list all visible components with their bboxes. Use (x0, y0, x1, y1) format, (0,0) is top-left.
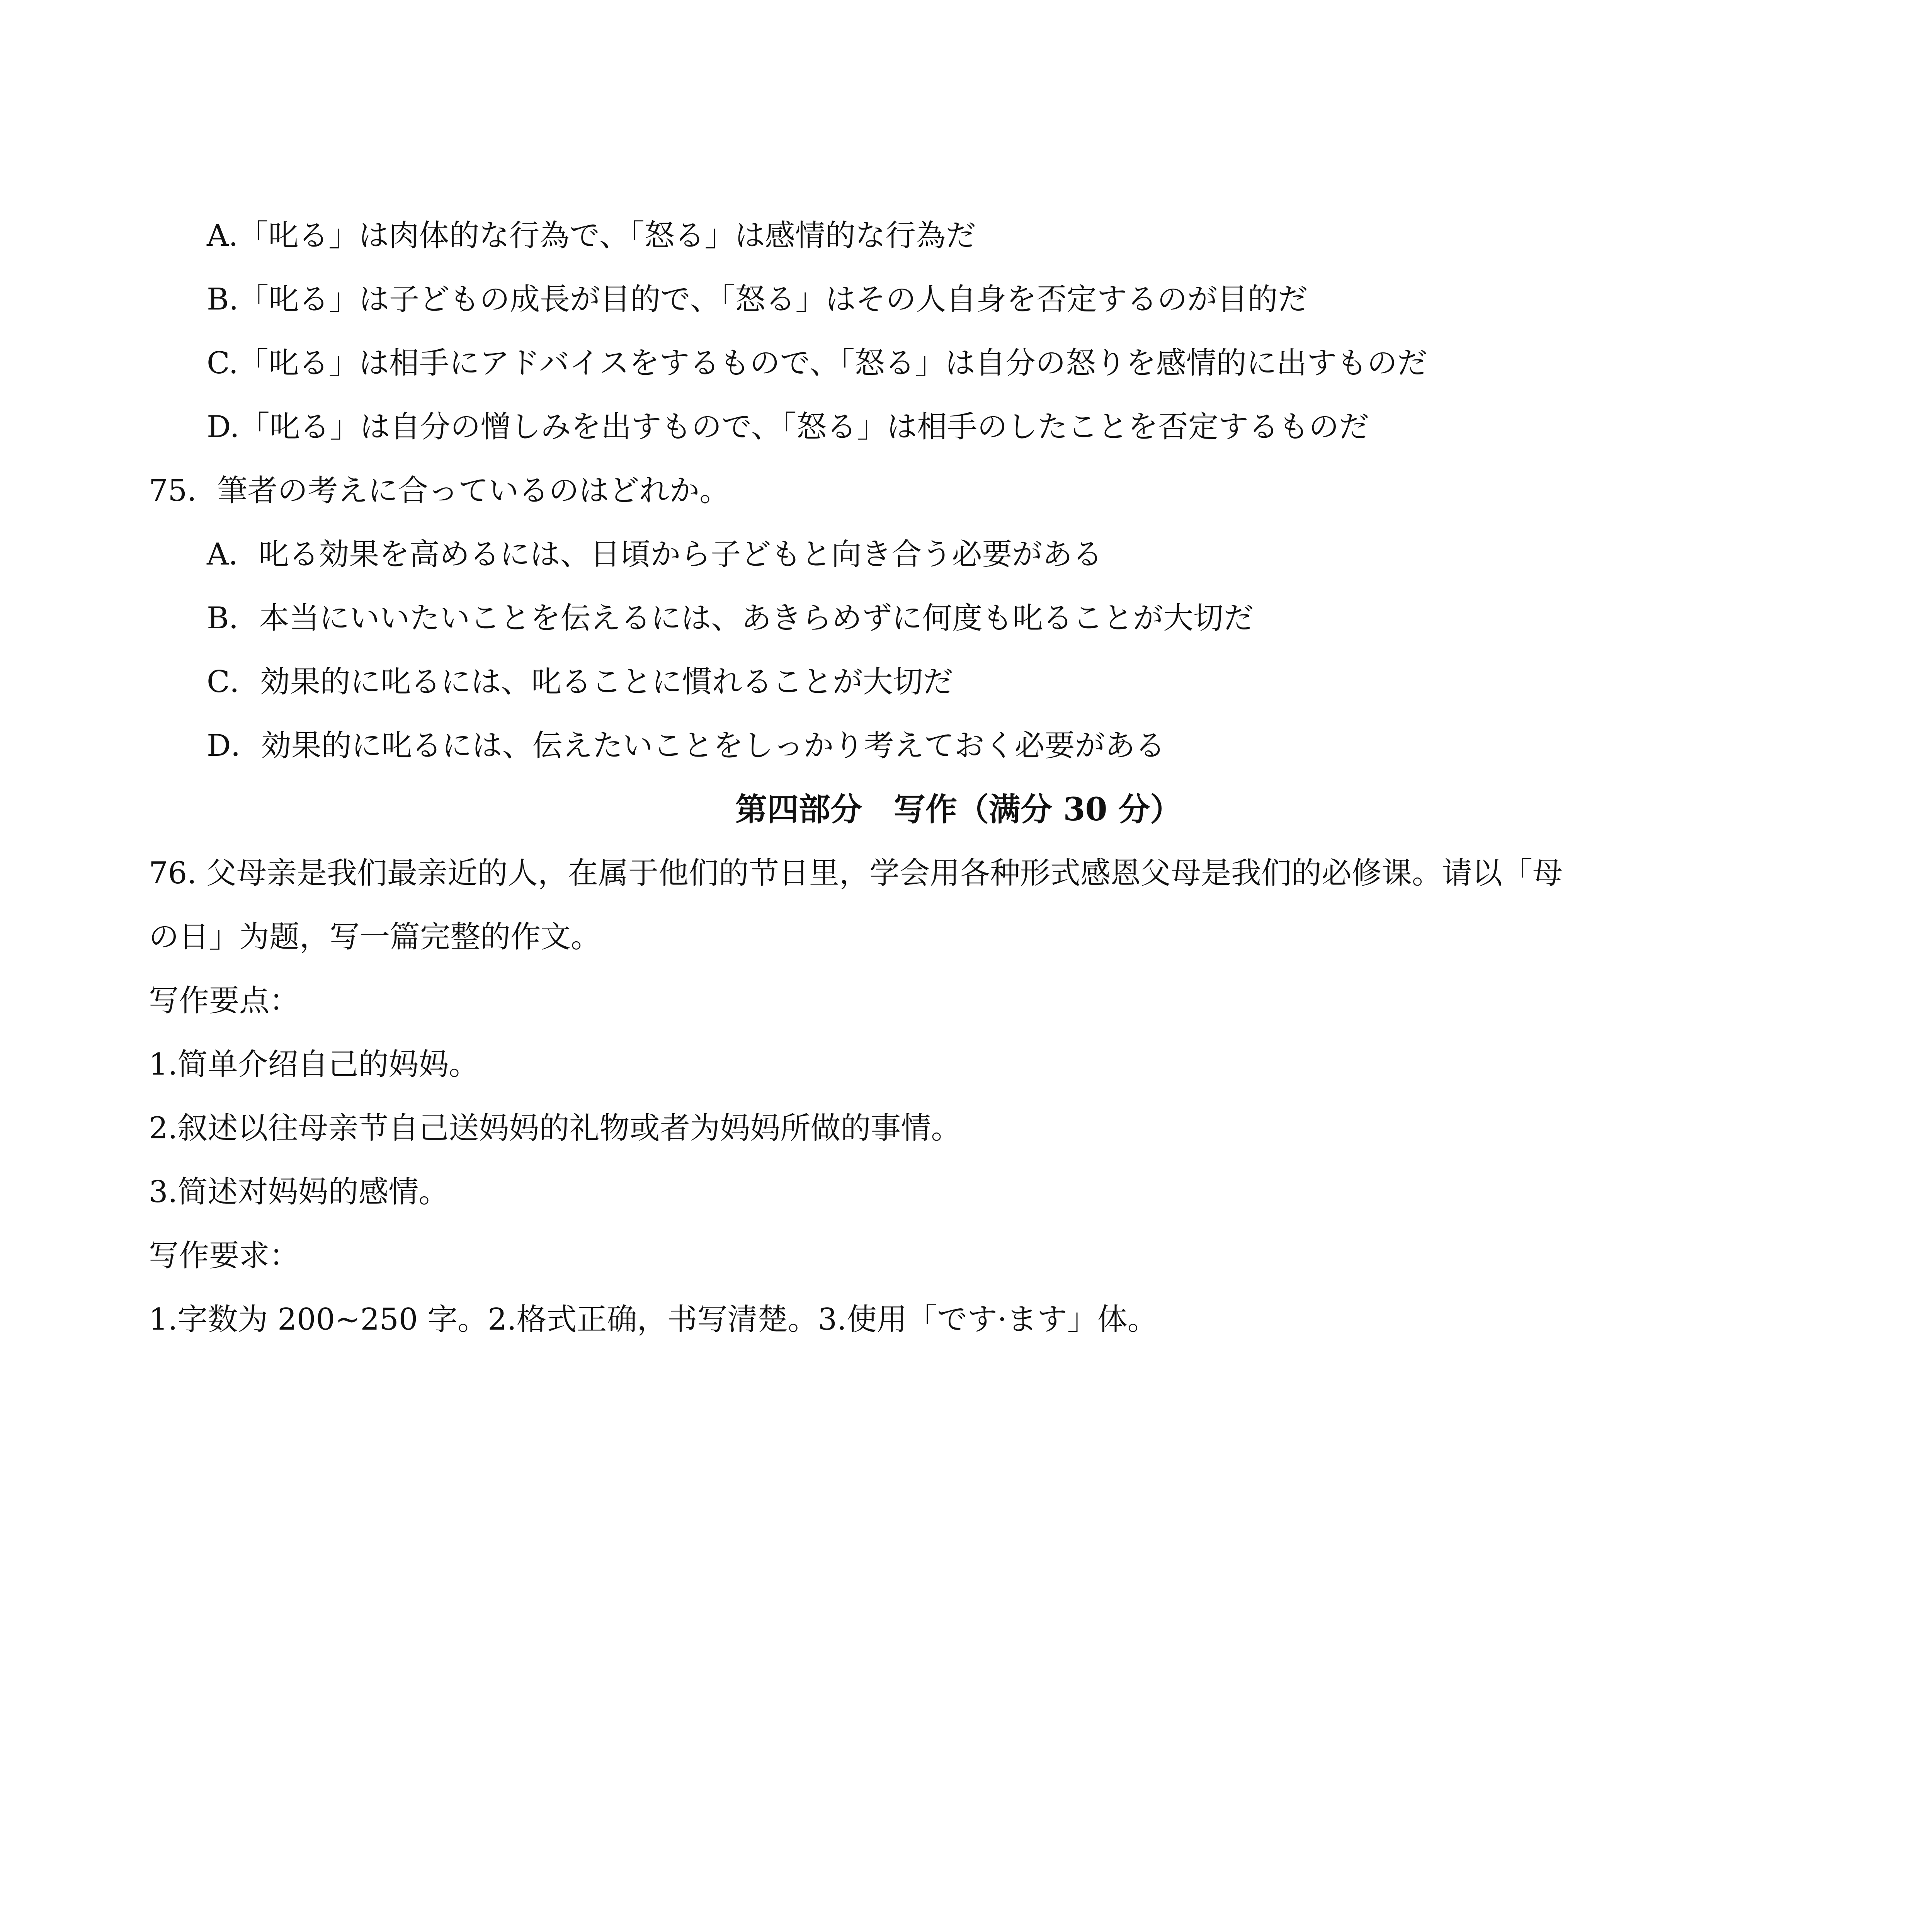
section-4-title: 第四部分 写作（满分 30 分） (735, 791, 1182, 828)
writing-requirements-heading: 写作要求： (149, 1238, 300, 1273)
writing-point-2: 2.叙述以往母亲节自己送妈妈的礼物或者为妈妈所做的事情。 (149, 1111, 961, 1146)
q76-prompt-line2: の日」为题，写一篇完整的作文。 (149, 920, 601, 954)
writing-point-3: 3.简述对妈妈的感情。 (149, 1175, 449, 1209)
q75-option-d: D．効果的に叱るには、伝えたいことをしっかり考えておく必要がある (207, 728, 1165, 763)
q75-option-b: B．本当にいいたいことを伝えるには、あきらめずに何度も叱ることが大切だ (207, 601, 1254, 636)
writing-points-heading: 写作要点： (149, 983, 300, 1018)
q75-option-a: A．叱る効果を高めるには、日頃から子どもと向き合う必要がある (207, 537, 1103, 572)
q74-option-c: C.「叱る」は相手にアドバイスをするもので、「怒る」は自分の怒りを感情的に出すものだ (207, 346, 1427, 381)
writing-point-1: 1.简单介绍自己的妈妈。 (149, 1047, 479, 1082)
q74-option-a: A.「叱る」は肉体的な行為で、「怒る」は感情的な行為だ (207, 218, 976, 253)
q76-prompt-line1: 76. 父母亲是我们最亲近的人，在属于他们的节日里，学会用各种形式感恩父母是我们的必修课。请以「母 (149, 856, 1563, 891)
q74-option-b: B.「叱る」は子どもの成長が目的で、「怒る」はその人自身を否定するのが目的だ (207, 282, 1308, 317)
writing-requirements: 1.字数为 200~250 字。2.格式正确，书写清楚。3.使用「です·ます」体。 (149, 1302, 1158, 1337)
q74-option-d: D.「叱る」は自分の憎しみを出すもので、「怒る」は相手のしたことを否定するものだ (207, 410, 1369, 444)
q75-stem: 75．筆者の考えに合っているのはどれか。 (149, 473, 730, 508)
q75-option-c: C．効果的に叱るには、叱ることに慣れることが大切だ (207, 665, 953, 699)
